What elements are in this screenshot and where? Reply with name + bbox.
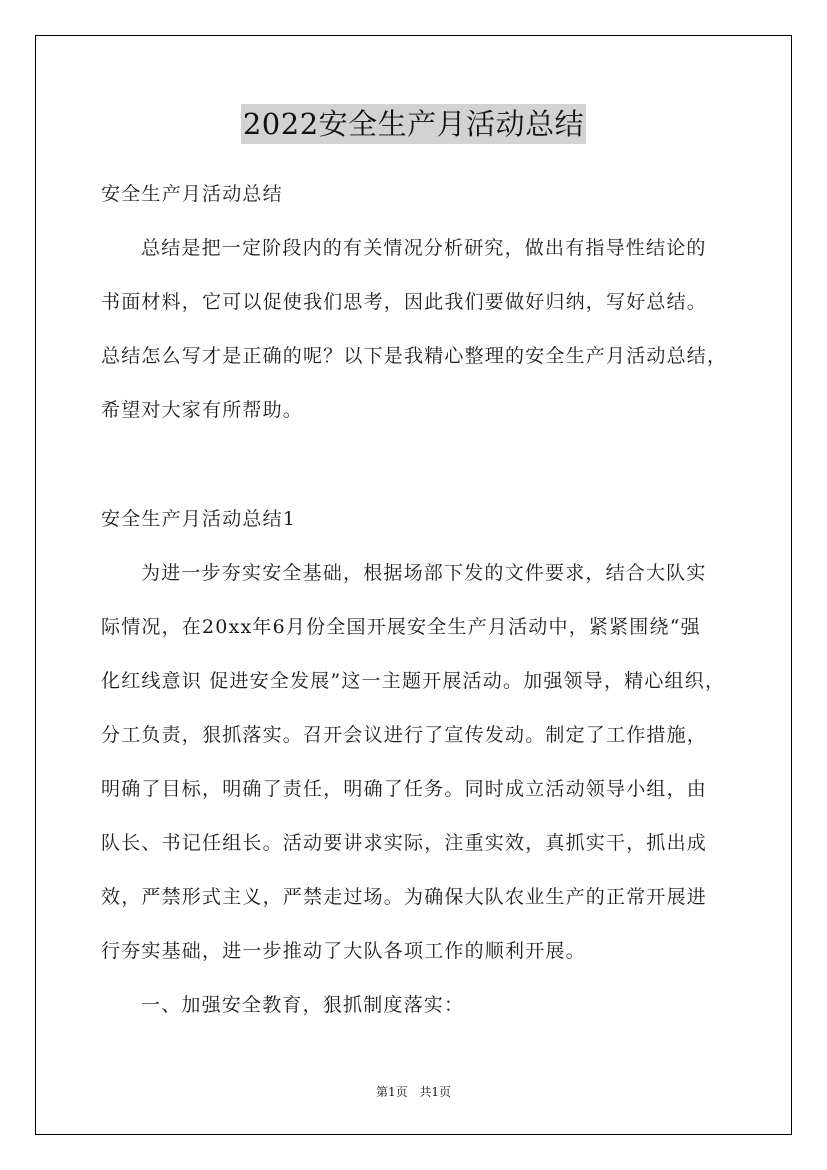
intro-line-3: 总结怎么写才是正确的呢？以下是我精心整理的安全生产月活动总结， [101, 345, 728, 367]
body-line-6: 队长、书记任组长。活动要讲求实际，注重实效，真抓实干，抓出成 [101, 832, 708, 854]
intro-line-1: 总结是把一定阶段内的有关情况分析研究，做出有指导性结论的 [141, 237, 707, 259]
body-line-1: 为进一步夯实安全基础，根据场部下发的文件要求，结合大队实 [141, 562, 707, 584]
page-number: 第1页 [375, 1085, 408, 1099]
section-heading: 安全生产月活动总结1 [101, 508, 297, 530]
subtitle: 安全生产月活动总结 [101, 183, 283, 205]
intro-line-2: 书面材料，它可以促使我们思考，因此我们要做好归纳，写好总结。 [101, 291, 708, 313]
subheading-1: 一、加强安全教育，狠抓制度落实： [141, 994, 465, 1016]
page-footer [0, 1083, 827, 1100]
body-line-2: 际情况，在20xx年6月份全国开展安全生产月活动中，紧紧围绕“强 [101, 616, 701, 638]
intro-line-4: 希望对大家有所帮助。 [101, 399, 304, 421]
body-line-3: 化红线意识 促进安全发展”这一主题开展活动。加强领导，精心组织， [101, 670, 726, 692]
page-total: 共1页 [419, 1085, 452, 1099]
body-line-8: 行夯实基础，进一步推动了大队各项工作的顺利开展。 [101, 940, 586, 962]
document-title: 2022安全生产月活动总结 [241, 104, 586, 144]
body-line-5: 明确了目标，明确了责任，明确了任务。同时成立活动领导小组，由 [101, 778, 708, 800]
body-line-4: 分工负责，狠抓落实。召开会议进行了宣传发动。制定了工作措施， [101, 724, 708, 746]
body-line-7: 效，严禁形式主义，严禁走过场。为确保大队农业生产的正常开展进 [101, 886, 708, 908]
title-container [0, 104, 827, 144]
